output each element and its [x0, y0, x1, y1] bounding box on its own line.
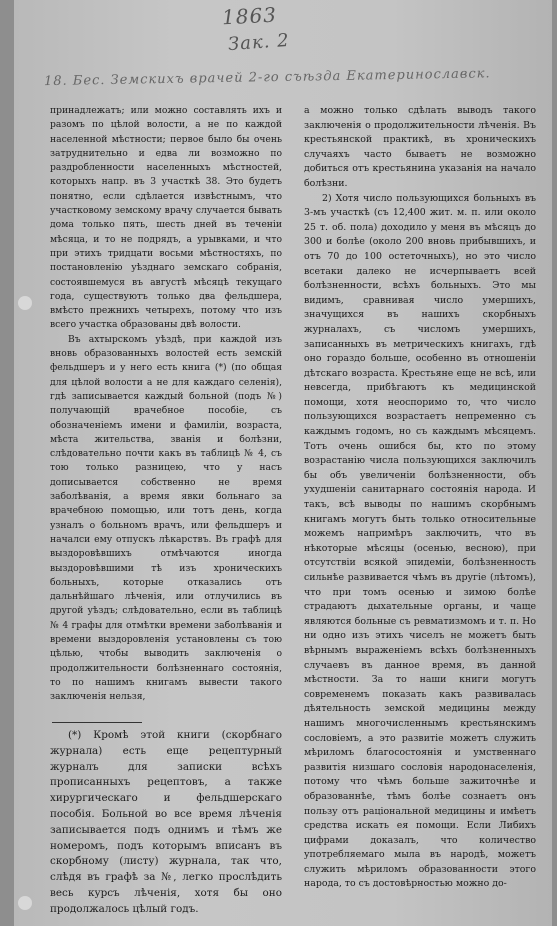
footnote — [50, 728, 282, 918]
binding-hole — [18, 896, 32, 910]
handwritten-year: 1863 — [221, 2, 278, 30]
left-paragraph-2: Въ ахтырскомъ уѣздѣ, при каждой изъ вновь образованныхъ волостей есть земскій фельдшеръ и у него есть книга (*) (по общая для цѣлой волости а не для каждаго селенія), гдѣ записывается каждый больной (подъ №) получающій врачебное пособіе, съ обозначеніемъ имени и фамиліи, возраста, мѣста жительства, званія и болѣзни, слѣдовательно почти какъ въ таблицѣ № 4, съ тою только разницею, что у насъ дописывается собственно не время заболѣванія, а время явки больнаго за врачебною помощью, или тотъ день, когда узналъ о больномъ врачъ, или фельдшеръ и началси ему отпускъ лѣкарствъ. Въ графѣ для выздоровѣвшихъ отмѣчаются иногда выздоровѣвшими тѣ изъ хроническихъ больныхъ, которые отказались отъ дальнѣйшаго лѣченія, или отлучились въ другой уѣздъ; слѣдовательно, если въ таблицѣ № 4 графы для отмѣтки времени заболѣванія и времени выздоровленія установлены съ тою цѣлью, чтобы выводить заключенія о продолжительности болѣзненнаго состоянія, то по нашимъ книгамъ вывести такого заключенія нельзя, — [50, 333, 282, 703]
handwritten-number: Зак. 2 — [227, 29, 291, 56]
footnote-rule — [52, 722, 142, 723]
right-paragraph-2: 2) Хотя число пользующихся больныхъ въ 3-мъ участкѣ (съ 12,400 жит. м. п. или около 25 т. об. пола) доходило у меня въ мѣсяцъ до 300 и болѣе (около 200 вновь прибывшихъ, и отъ 70 до 100 остеточныхъ), но это число всетаки далеко не исчерпываетъ всей болѣзненности, всѣхъ больныхъ. Это мы видимъ, сравнивая число умершихъ, значущихся въ нашихъ скорбныхъ журналахъ, съ числомъ умершихъ, записанныхъ въ метрическихъ книгахъ, гдѣ оно гораздо больше, особенно въ отношеніи дѣтскаго возраста. Крестьяне еще не всѣ, или невсегда, прибѣгаютъ къ медицинской помощи, хотя неоспоримо то, что число пользующихся возрастаетъ непременно съ каждымъ годомъ, но съ каждымъ мѣсяцемъ. Тотъ очень ошибся бы, кто по этому возрастанію числа пользующихся заключилъ бы объ увеличеніи болѣзненности, объ ухудшеніи санитарнаго состоянія народа. И такъ, всѣ выводы по нашимъ скорбнымъ книгамъ могутъ быть только относительные можемъ напримѣръ заключить, что въ нѣкоторые мѣсяцы (осенью, весною), при отсутствіи всякой эпидеміи, болѣзненность сильнѣе развивается чѣмъ въ другіе (лѣтомъ), что при томъ осенью и зимою болѣе страдаютъ дыхательные органы, и чаще являются больные съ ревматизмомъ и т. п. Но ни одно изъ этихъ чиселъ не можетъ быть вѣрнымъ выраженіемъ всѣхъ болѣзненныхъ случаевъ въ данное время, въ данной мѣстности. За то наши книги могутъ современемъ показать какъ развивалась дѣятельность земской медицины между нашимъ многочисленнымъ крестьянскимъ сословіемъ, а это развитіе можетъ служить мѣриломъ благосостоянія и умственнаго развитія низшаго сословія народонаселенія, потому что чѣмъ больше зажиточнѣе и образованнѣе, тѣмъ болѣе сознаетъ онъ пользу отъ раціональной медицины и имѣетъ средства искать ея помощи. Если Либихъ цифрами доказалъ, что количество употребляемаго мыла въ народѣ, можетъ служить мѣриломъ образованности этого народа, то съ достовѣрностью можно до- — [304, 192, 536, 890]
handwritten-header-line: 18. Бес. Земскихъ врачей 2-го съѣзда Екатеринославск. — [43, 66, 491, 90]
right-column — [304, 104, 536, 892]
binding-hole — [18, 296, 32, 310]
left-paragraph-1: принадлежатъ; или можно составлять ихъ и разомъ по цѣлой волости, а не по каждой населенной мѣстности; первое было бы очень затруднительно и едва ли возможно по раздробленности населенныхъ мѣстностей, которыхъ напр. въ 3 участкѣ 38. Это будетъ понятно, если сдѣлается извѣстнымъ, что участковому земскому врачу случается бывать дома только пять, шесть дней въ теченіи мѣсяца, и то не подрядъ, а урывками, и что при этихъ тридцати восьми мѣстностяхъ, по постановленію уѣзднаго земскаго собранія, состоявшемуся въ августѣ мѣсяцѣ текущаго года, существуютъ только два фельдшера, вмѣсто прежнихъ четырехъ, потому что изъ всего участка образованы двѣ волости. — [50, 105, 282, 331]
left-column — [50, 104, 282, 704]
right-paragraph-1: а можно только сдѣлать выводъ такого заключенія о продолжительности лѣченія. Въ крестьянской практикѣ, въ хроническихъ случаяхъ часто бываетъ не возможно добиться отъ крестьянина указанія на начало болѣзни. — [304, 105, 536, 189]
footnote-text: (*) Кромѣ этой книги (скорбнаго журнала) есть еще рецептурный журналъ для записки всѣхъ прописанныхъ рецептовъ, а также хирургическаго и фельдшерскаго пособія. Больной во все время лѣченія записывается подъ однимъ и тѣмъ же номеромъ, подъ которымъ вписанъ въ скорбному (листу) журнала, так что, слѣдя въ графѣ за №, легко прослѣдить весь курсъ лѣченія, хотя бы оно продолжалось цѣлый годъ. — [50, 729, 282, 915]
